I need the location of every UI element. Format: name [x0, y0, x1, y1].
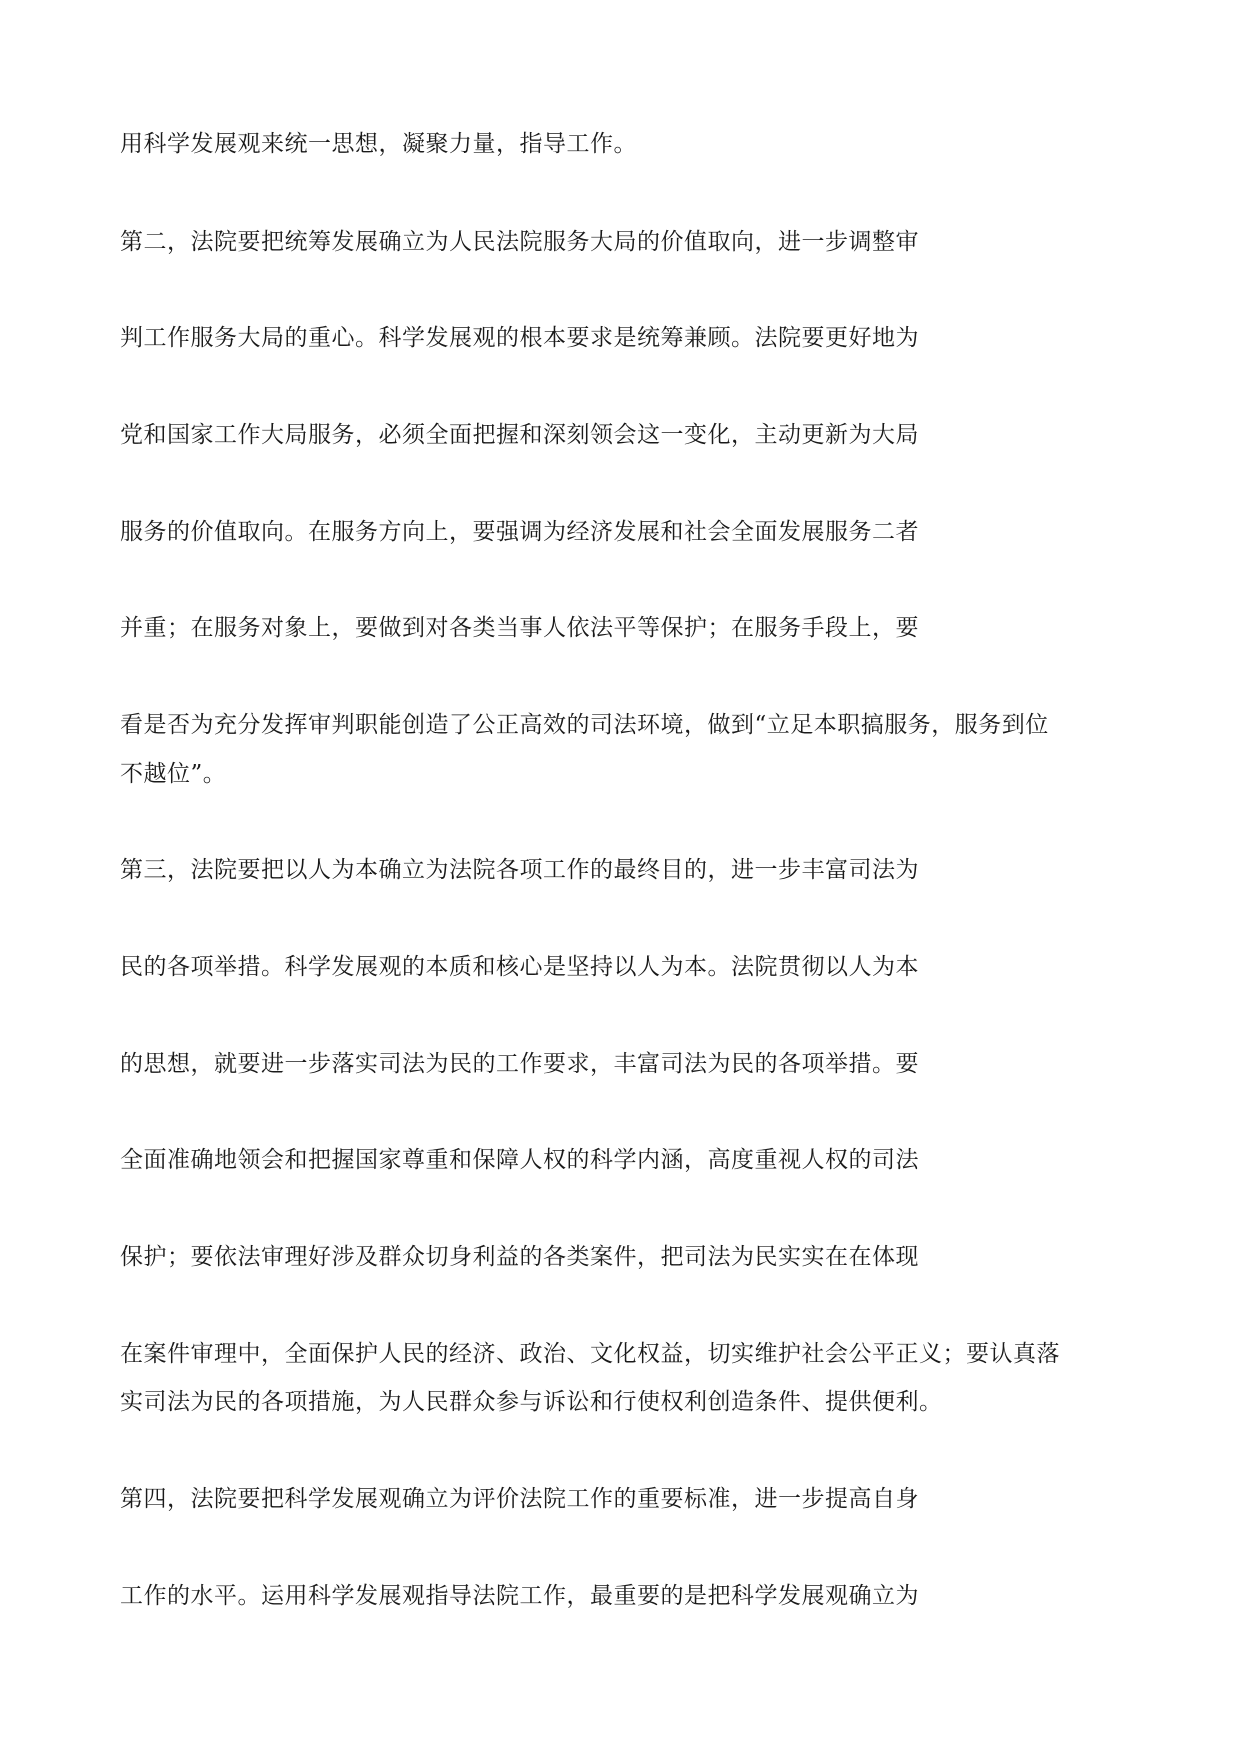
text-line: 的思想，就要进一步落实司法为民的工作要求，丰富司法为民的各项举措。要: [120, 1051, 919, 1077]
text-line: 第二，法院要把统筹发展确立为人民法院服务大局的价值取向，进一步调整审: [120, 229, 919, 255]
text-line: 在案件审理中，全面保护人民的经济、政治、文化权益，切实维护社会公平正义；要认真落: [120, 1341, 1060, 1367]
text-line: 工作的水平。运用科学发展观指导法院工作，最重要的是把科学发展观确立为: [120, 1583, 919, 1609]
text-line: 保护；要依法审理好涉及群众切身利益的各类案件，把司法为民实实在在体现: [120, 1244, 919, 1270]
text-line: 党和国家工作大局服务，必须全面把握和深刻领会这一变化，主动更新为大局: [120, 422, 919, 448]
text-line: 判工作服务大局的重心。科学发展观的根本要求是统筹兼顾。法院要更好地为: [120, 325, 919, 351]
text-line: 第三，法院要把以人为本确立为法院各项工作的最终目的，进一步丰富司法为: [120, 857, 919, 883]
text-line: 服务的价值取向。在服务方向上，要强调为经济发展和社会全面发展服务二者: [120, 519, 919, 545]
text-line: 实司法为民的各项措施，为人民群众参与诉讼和行使权利创造条件、提供便利。: [120, 1389, 943, 1415]
text-line: 不越位”。: [120, 761, 227, 787]
text-line: 全面准确地领会和把握国家尊重和保障人权的科学内涵，高度重视人权的司法: [120, 1147, 919, 1173]
text-line: 民的各项举措。科学发展观的本质和核心是坚持以人为本。法院贯彻以人为本: [120, 954, 919, 980]
text-line: 并重；在服务对象上，要做到对各类当事人依法平等保护；在服务手段上，要: [120, 615, 919, 641]
text-line: 用科学发展观来统一思想，凝聚力量，指导工作。: [120, 131, 637, 157]
text-line: 第四，法院要把科学发展观确立为评价法院工作的重要标准，进一步提高自身: [120, 1486, 919, 1512]
text-line: 看是否为充分发挥审判职能创造了公正高效的司法环境，做到“立足本职搞服务，服务到位: [120, 712, 1049, 738]
